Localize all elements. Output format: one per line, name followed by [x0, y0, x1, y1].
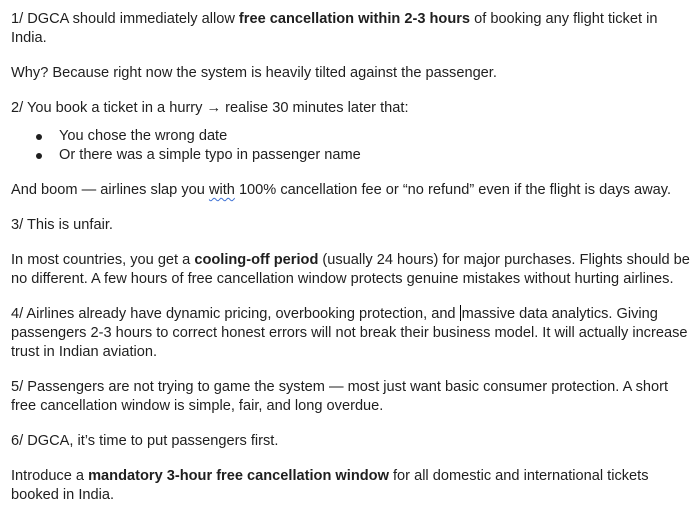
- paragraph-1-bold: free cancellation within 2-3 hours: [238, 11, 471, 27]
- list-item: [11, 127, 697, 146]
- paragraph-8: 5/ Passengers are not trying to game the system — most just want basic consumer protection. A short free cancellation window is simple, fair, and long overdue.: [11, 379, 669, 414]
- paragraph-2: Why? Because right now the system is heavily tilted against the passenger.: [11, 65, 497, 81]
- bullet-icon: [36, 134, 42, 140]
- bullet-icon: [36, 153, 42, 159]
- document-body[interactable]: [11, 10, 697, 521]
- paragraph-4-text: And boom — airlines slap you: [11, 182, 209, 198]
- paragraph-9: 6/ DGCA, it’s time to put passengers first.: [11, 433, 279, 449]
- paragraph-10: [11, 467, 697, 505]
- paragraph-6-text-end: (usually 24 hours) for major purchases. Flights should be no different. A few hours of free cancellation window protects genuine mistakes without hurting airlines.: [11, 252, 690, 287]
- paragraph-1-text: 1/ DGCA should immediately allow: [11, 11, 239, 27]
- text-cursor: [460, 305, 461, 321]
- bullet-list: [11, 127, 697, 165]
- spellcheck-word[interactable]: with: [208, 182, 235, 198]
- paragraph-1-text-end: of booking any flight ticket in India.: [11, 11, 658, 46]
- list-item-text: You chose the wrong date: [59, 128, 228, 144]
- paragraph-10-text: Introduce a: [11, 468, 89, 484]
- list-item-text: Or there was a simple typo in passenger name: [59, 147, 361, 163]
- list-item: [11, 146, 697, 165]
- paragraph-4: [11, 181, 697, 200]
- paragraph-4-text-end: 100% cancellation fee or “no refund” even if the flight is days away.: [234, 182, 672, 198]
- paragraph-6: [11, 251, 697, 289]
- paragraph-7-text-end: massive data analytics. Giving passengers 2-3 hours to correct honest errors will not break their business model. It will actually increase trust in Indian aviation.: [11, 306, 688, 360]
- paragraph-1: [11, 10, 697, 48]
- paragraph-10-bold: mandatory 3-hour free cancellation window: [88, 468, 389, 484]
- paragraph-5: 3/ This is unfair.: [11, 217, 113, 233]
- paragraph-6-bold: cooling-off period: [194, 252, 319, 268]
- paragraph-10-text-end: for all domestic and international tickets booked in India.: [11, 468, 649, 503]
- paragraph-7: [11, 305, 697, 362]
- paragraph-3: 2/ You book a ticket in a hurry → realise 30 minutes later that:: [11, 100, 409, 116]
- paragraph-7-text: 4/ Airlines already have dynamic pricing, overbooking protection, and: [11, 306, 460, 322]
- paragraph-6-text: In most countries, you get a: [11, 252, 195, 268]
